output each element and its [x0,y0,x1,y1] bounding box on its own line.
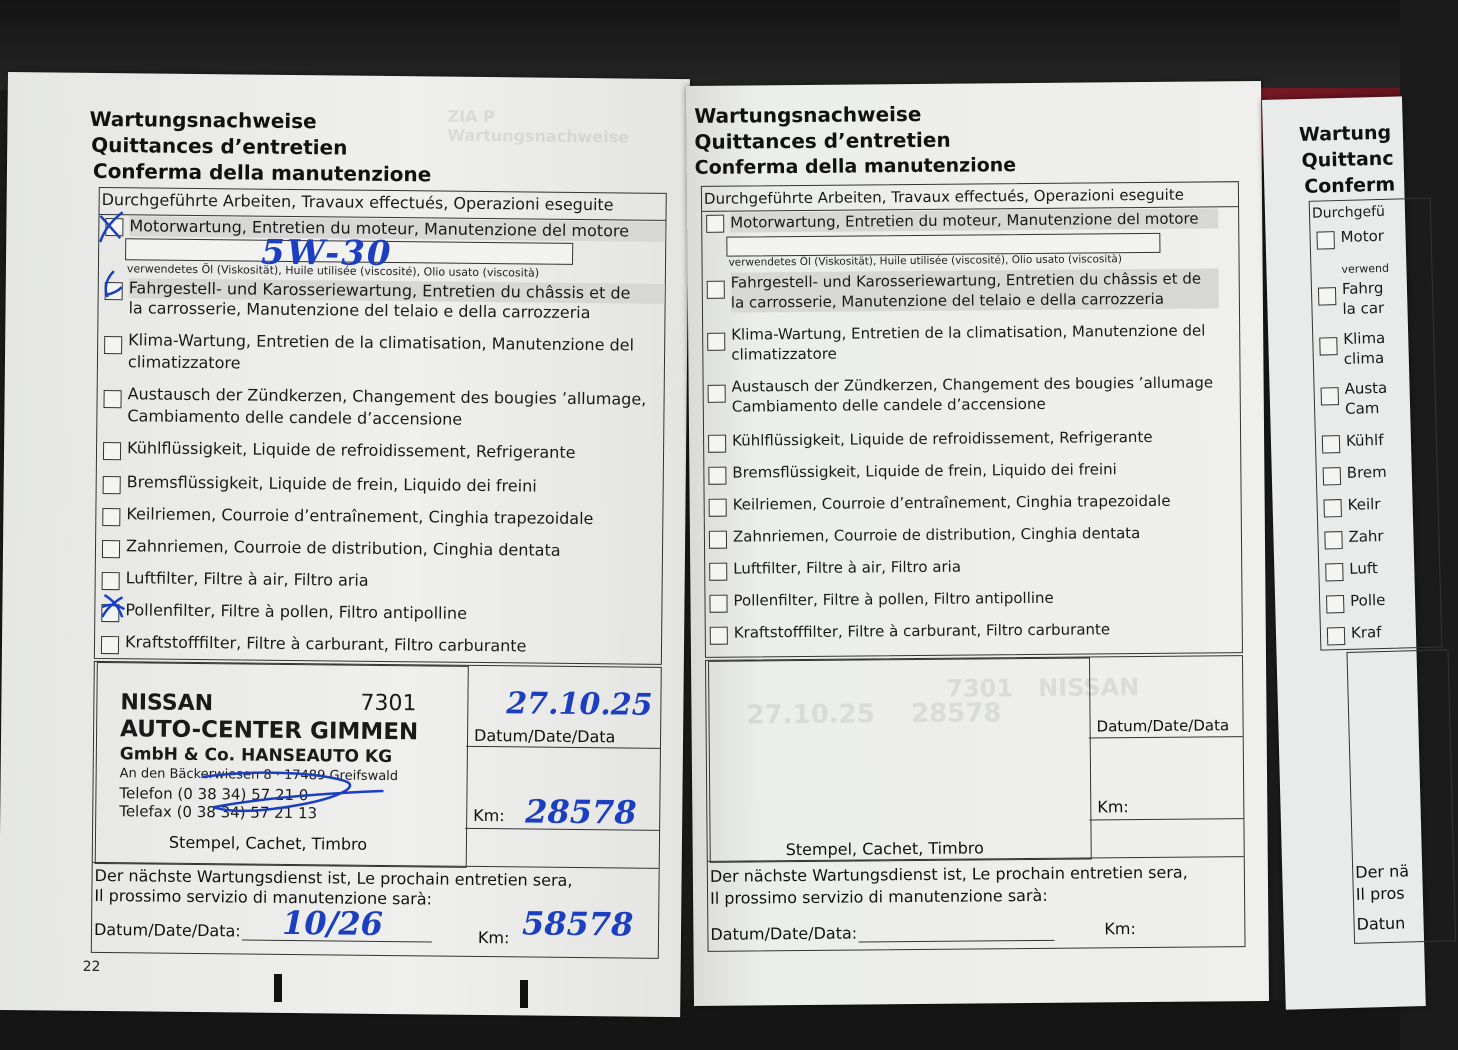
item-label: Austa [1344,378,1388,398]
item-label: Fahrg [1341,278,1384,298]
item-4-label: Austausch der Zündkerzen, Changement des bougies ’allumage, [127,384,647,409]
show-through-text: ZIA P Wartungsnachweise [447,106,630,147]
checkbox[interactable] [1321,387,1339,405]
checkbox-item-11[interactable] [101,636,119,654]
item-label: la car [1342,298,1385,318]
handwritten-date: 27.10.25 [506,686,653,723]
stamp-company: GmbH & Co. HANSEAUTO KG [119,744,393,768]
checkbox[interactable] [1323,499,1341,517]
binding-mark [520,980,528,1008]
stamp-fax: Telefax (0 38 34) 57 21 13 [119,802,318,823]
item-10-label: Pollenfilter, Filtre à pollen, Filtro antipolline [125,600,468,623]
date-line [466,746,660,749]
checkbox[interactable] [1325,563,1343,581]
page-title-de: Wartungsnachweise [694,101,922,128]
next-page-partial [1262,96,1426,1009]
item-7-label: Keilriemen, Courroie d’entraînement, Cinghia trapezoidale [126,504,594,529]
item-3-label: Klima-Wartung, Entretien de la climatisation, Manutenzione del [731,321,1206,344]
next-service-label-2: Il prossimo servizio di manutenzione sarà: [94,885,433,909]
checkbox-item-5[interactable] [103,442,121,460]
checkbox-item-3[interactable] [104,336,122,354]
item-label: Luft [1349,559,1379,578]
next-date-label: Datun [1356,913,1406,934]
item-1-label: Motorwartung, Entretien du moteur, Manutenzione del motore [129,216,630,241]
item-8-label: Zahnriemen, Courroie de distribution, Cinghia dentata [732,524,1141,546]
item-11-label: Kraftstofffilter, Filtre à carburant, Filtro carburante [124,632,527,656]
work-header: Durchgefü [1311,203,1386,222]
handwritten-next-date: 10/26 [281,903,384,943]
handwritten-check-item-2 [100,269,126,303]
next-service-label-2: Il pros [1355,883,1405,904]
item-9-label: Luftfilter, Filtre à air, Filtro aria [125,568,369,590]
item-label: Zahr [1348,526,1384,546]
page-number: 22 [82,958,101,976]
checkbox[interactable] [1316,231,1334,249]
binding-mark [274,974,282,1002]
checkbox[interactable] [1322,435,1340,453]
item-2-label: Fahrgestell- und Karosseriewartung, Entretien du châssis et de [730,269,1202,292]
item-3-label-2: climatizzatore [127,352,241,373]
next-date-label: Datum/Date/Data: [93,919,241,941]
item-9-label: Luftfilter, Filtre à air, Filtro aria [733,557,962,578]
item-label: Polle [1349,590,1386,610]
handwritten-signature [193,763,394,825]
checkbox[interactable] [1327,627,1345,645]
item-1-label: Motorwartung, Entretien du moteur, Manutenzione del motore [730,209,1199,232]
show-through-handwriting: 27.10.25 28578 [746,698,1002,731]
km-label: Km: [1097,797,1129,817]
checkbox-item-9[interactable] [709,563,727,581]
item-label: clima [1343,348,1385,368]
item-label: Keilr [1347,495,1381,514]
checkbox-item-6[interactable] [103,476,121,494]
checkbox-item-9[interactable] [102,572,120,590]
stamp-address: An den Bäckerwiesen 8 · 17489 Greifswald [119,766,399,785]
item-4-label: Austausch der Zündkerzen, Changement des bougies ’allumage [731,373,1214,396]
item-label: Brem [1346,462,1387,482]
item-label: Cam [1344,399,1380,418]
checkbox-item-5[interactable] [708,435,726,453]
date-label: Datum/Date/Data [473,725,616,747]
checkbox-item-4[interactable] [103,390,121,408]
page-title-fr: Quittanc [1301,147,1394,172]
stamp-section [91,661,662,959]
work-header: Durchgeführte Arbeiten, Travaux effectués, Operazioni eseguite [703,185,1184,208]
checkbox-item-1[interactable] [706,215,724,233]
page-title-de: Wartung [1298,121,1392,147]
stamp-brand: NISSAN [120,690,214,717]
show-through-stamp: 7301 NISSAN [946,673,1140,703]
date-label: Datum/Date/Data [1096,716,1230,736]
item-5-label: Kühlflüssigkeit, Liquide de refroidissement, Refrigerante [732,427,1153,450]
checkbox-item-2[interactable] [707,281,725,299]
work-items-box [1309,198,1443,651]
next-service-label: Der nächste Wartungsdienst ist, Le prochain entretien sera, [709,862,1188,886]
item-2-label-2: la carrosserie, Manutenzione del telaio e della carrozzeria [730,289,1165,312]
checkbox[interactable] [1319,337,1337,355]
handwritten-check-item-1 [96,208,126,248]
handwritten-check-item-10 [98,591,128,621]
next-km-label: Km: [1104,919,1136,939]
item-4-label-2: Cambiamento delle candele d’accensione [127,406,463,429]
oil-label: verwend [1341,261,1390,276]
item-label: Klima [1343,328,1386,348]
page-title-it: Conferma della manutenzione [694,154,1017,179]
right-page [686,81,1269,1006]
oil-label: verwendetes Öl (Viskosität), Huile utilisée (viscosité), Olio usato (viscosità) [126,262,540,280]
checkbox-item-10[interactable] [709,595,727,613]
checkbox-item-11[interactable] [710,627,728,645]
page-title-fr: Quittances d’entretien [91,132,348,160]
next-service-label: Der nä [1355,861,1410,882]
item-label: Motor [1340,226,1385,246]
date-line [1089,736,1243,738]
item-10-label: Pollenfilter, Filtre à pollen, Filtro antipolline [733,588,1054,610]
item-8-label: Zahnriemen, Courroie de distribution, Cinghia dentata [125,536,561,560]
stamp-phone: Telefon (0 38 34) 57 21 0 [119,784,309,805]
page-title-fr: Quittances d’entretien [694,127,951,154]
item-label: Kraf [1350,623,1382,642]
stamp-section [705,655,1246,952]
km-line [1089,818,1243,820]
item-7-label: Keilriemen, Courroie d’entraînement, Cinghia trapezoidale [732,491,1171,514]
item-label: Kühlf [1345,430,1384,450]
item-3-label-2: climatizzatore [731,344,837,364]
checkbox[interactable] [1326,595,1344,613]
page-title-de: Wartungsnachweise [89,106,317,134]
item-6-label: Bremsflüssigkeit, Liquide de frein, Liquido dei freini [126,472,537,496]
work-items-box [701,181,1243,658]
item-3-label: Klima-Wartung, Entretien de la climatisation, Manutenzione del [128,330,635,355]
checkbox[interactable] [1324,531,1342,549]
page-title-it: Conferma della manutenzione [92,158,432,187]
handwritten-oil-viscosity: 5W-30 [260,232,393,275]
item-11-label: Kraftstofffilter, Filtre à carburant, Filtro carburante [733,620,1111,642]
checkbox-item-3[interactable] [707,333,725,351]
checkbox-item-6[interactable] [708,467,726,485]
item-6-label: Bremsflüssigkeit, Liquide de frein, Liquido dei freini [732,460,1117,482]
left-page [0,72,690,1017]
km-label: Km: [473,805,505,826]
next-date-line [858,940,1054,943]
next-service-label: Der nächste Wartungsdienst ist, Le prochain entretien sera, [94,865,573,890]
checkbox-item-7[interactable] [102,508,120,526]
checkbox-item-4[interactable] [708,385,726,403]
checkbox[interactable] [1323,467,1341,485]
checkbox-item-8[interactable] [709,531,727,549]
checkbox[interactable] [1318,287,1336,305]
stamp-section [1346,649,1456,944]
handwritten-next-km: 58578 [521,904,634,944]
stamp-name: AUTO-CENTER GIMMEN [119,716,419,746]
handwritten-km: 28578 [525,792,637,832]
checkbox-item-7[interactable] [709,499,727,517]
next-date-label: Datum/Date/Data: [710,923,858,944]
next-km-label: Km: [477,927,510,948]
item-2-label: Fahrgestell- und Karosseriewartung, Entretien du châssis et de [128,278,631,303]
item-5-label: Kühlflüssigkeit, Liquide de refroidissement, Refrigerante [126,438,576,462]
page-title-it: Conferm [1304,173,1396,198]
checkbox-item-8[interactable] [102,540,120,558]
item-4-label-2: Cambiamento delle candele d’accensione [731,394,1046,416]
item-2-label-2: la carrosserie, Manutenzione del telaio e della carrozzeria [128,298,591,323]
oil-label: verwendetes Öl (Viskosität), Huile utilisée (viscosité), Olio usato (viscosità) [728,253,1123,269]
stamp-label: Stempel, Cachet, Timbro [168,832,368,854]
next-service-label-2: Il prossimo servizio di manutenzione sarà: [710,885,1048,908]
work-header: Durchgeführte Arbeiten, Travaux effectués, Operazioni eseguite [101,189,614,215]
stamp-label: Stempel, Cachet, Timbro [785,838,984,860]
stamp-number: 7301 [360,690,417,717]
